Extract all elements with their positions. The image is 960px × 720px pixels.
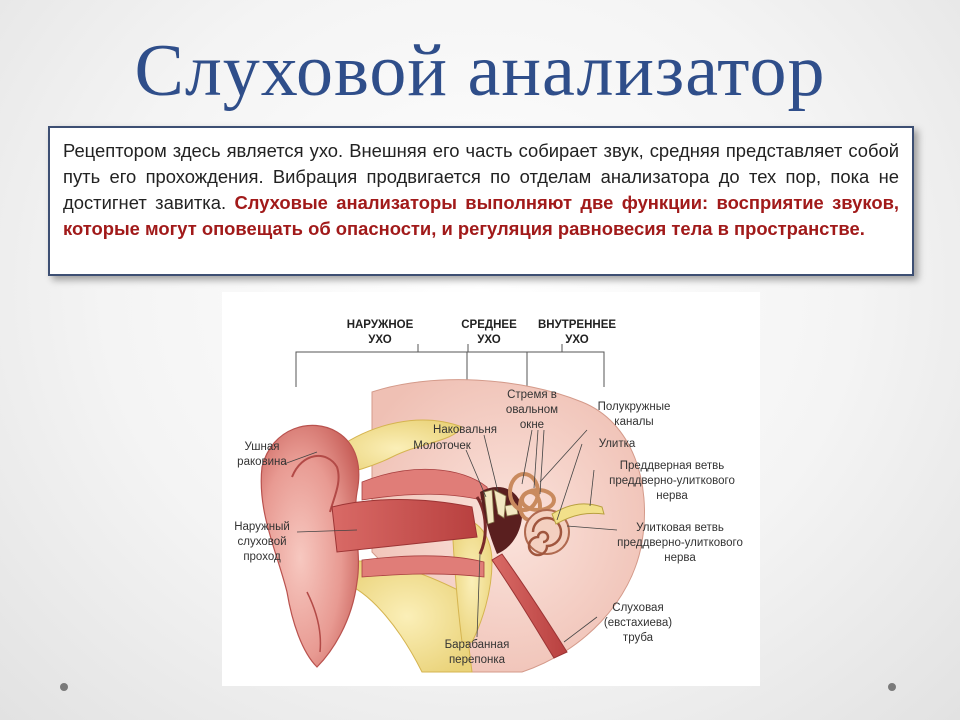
label-stapes-line2: овальном <box>505 404 559 416</box>
label-ear-canal-line2: слуховой <box>237 536 287 548</box>
label-eardrum <box>427 638 527 668</box>
label-eustachian-tube <box>588 601 688 646</box>
label-vestibular-line1: Преддверная ветвь <box>619 460 725 472</box>
label-cochlea: Улитка <box>598 438 636 450</box>
label-auricle <box>226 440 298 470</box>
label-vestibular-line2: преддверно-улиткового <box>609 475 735 487</box>
header-inner-line2: УХО <box>565 334 589 346</box>
label-auricle-line2: раковина <box>237 456 287 468</box>
description-highlight: Слуховые анализаторы выполняют две функции: восприятие звуков, которые могут оповещать об опасности, и регуляция равновесия тела в пространстве. <box>63 192 899 239</box>
label-eustachian-line1: Слуховая <box>612 602 664 614</box>
label-eardrum-line1: Барабанная <box>444 639 510 651</box>
header-outer-line1: НАРУЖНОЕ <box>346 319 414 331</box>
label-cochlear-branch <box>600 521 760 566</box>
label-ear-canal-line1: Наружный <box>234 521 290 533</box>
ear-anatomy-figure <box>222 292 760 686</box>
label-incus: Наковальня <box>433 424 497 436</box>
header-outer-ear <box>335 318 425 348</box>
label-semicircular <box>584 400 684 430</box>
header-inner-ear <box>522 318 632 348</box>
header-outer-line2: УХО <box>368 334 392 346</box>
label-eardrum-line2: перепонка <box>448 654 506 666</box>
header-middle-line2: УХО <box>477 334 501 346</box>
label-vestibular-branch <box>592 459 752 504</box>
label-ear-canal-line3: проход <box>243 551 281 563</box>
decorative-dot-right <box>888 683 896 691</box>
decorative-dot-left <box>60 683 68 691</box>
header-middle-ear <box>454 318 524 348</box>
label-malleus: Молоточек <box>413 440 471 452</box>
label-eustachian-line2: (евстахиева) <box>603 617 673 629</box>
label-eustachian-line3: труба <box>622 632 654 644</box>
label-stapes-line1: Стремя в <box>507 389 557 401</box>
label-semicircular-line1: Полукружные <box>597 401 671 413</box>
description-box <box>48 126 914 276</box>
label-cochlear-line1: Улитковая ветвь <box>636 522 724 534</box>
label-semicircular-line2: каналы <box>614 416 654 428</box>
header-middle-line1: СРЕДНЕЕ <box>461 319 517 331</box>
slide-title: Слуховой анализатор <box>134 30 826 112</box>
label-cochlear-line2: преддверно-улиткового <box>617 537 743 549</box>
label-ear-canal <box>226 520 298 565</box>
label-cochlear-line3: нерва <box>664 552 696 564</box>
description-text: Рецептором здесь является ухо. Внешняя его часть собирает звук, средняя представляет собой путь его прохождения. Вибрация продвигается по отделам анализатора до тех пор, пока не достигнет завитка. <box>63 140 899 213</box>
label-auricle-line1: Ушная <box>244 441 280 453</box>
header-inner-line1: ВНУТРЕННЕЕ <box>537 319 617 331</box>
label-stapes <box>496 388 568 433</box>
label-vestibular-line3: нерва <box>656 490 688 502</box>
label-stapes-line3: окне <box>519 419 545 431</box>
